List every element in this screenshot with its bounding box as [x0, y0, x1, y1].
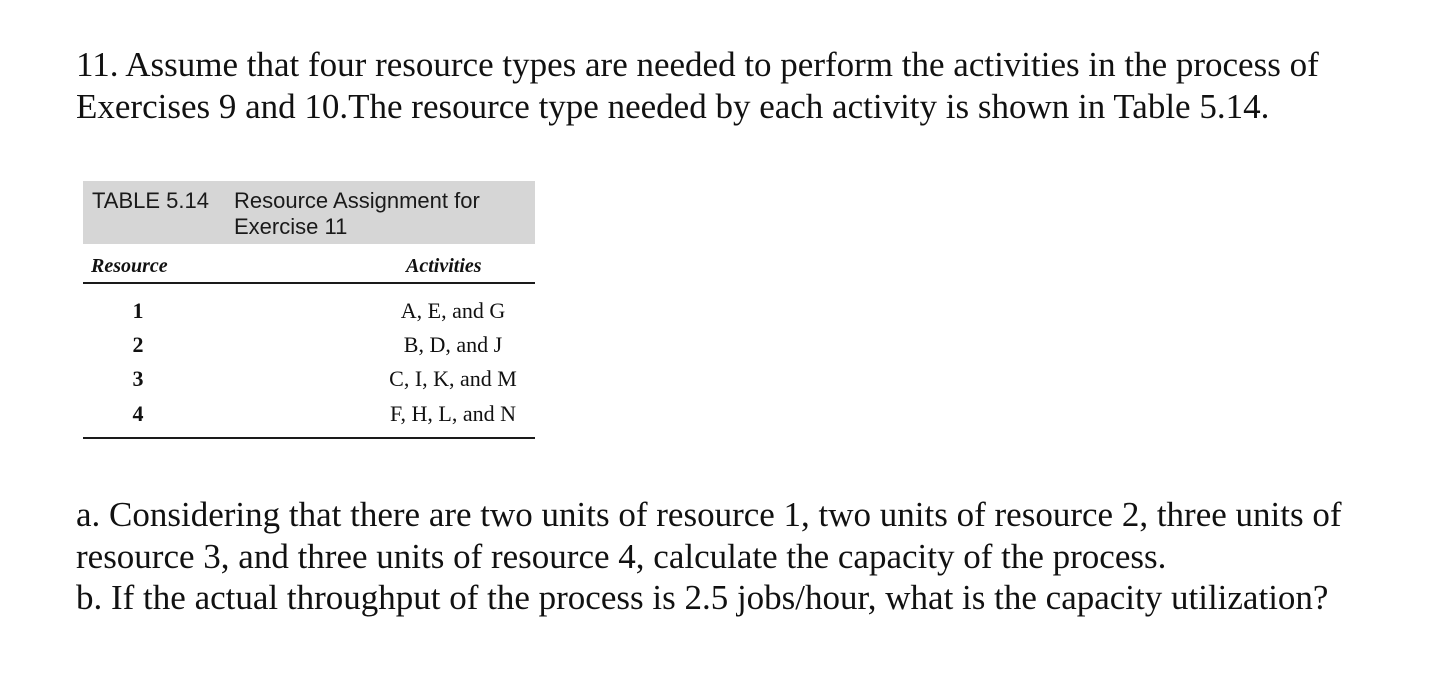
table-title: Resource Assignment for Exercise 11	[234, 188, 480, 239]
resource-activities: A, E, and G	[400, 298, 506, 323]
table-row	[83, 397, 535, 431]
table-label: TABLE 5.14	[92, 188, 209, 213]
resource-activities: F, H, L, and N	[390, 401, 516, 426]
questions	[76, 494, 1416, 619]
resource-number: 3	[132, 366, 144, 391]
resource-number: 2	[132, 332, 144, 357]
table-row	[83, 294, 535, 328]
column-header-activities: Activities	[406, 255, 482, 277]
question-b: b. If the actual throughput of the process is 2.5 jobs/hour, what is the capacity utilization?	[76, 578, 1329, 617]
table-row	[83, 328, 535, 362]
resource-number: 1	[132, 298, 144, 323]
resource-activities: C, I, K, and M	[389, 366, 517, 391]
table-header-rule	[83, 282, 535, 284]
resource-number: 4	[132, 401, 144, 426]
question-a: a. Considering that there are two units of resource 1, two units of resource 2, three units of resource 3, and three units of resource 4, calculate the capacity of the process.	[76, 495, 1342, 576]
column-header-resource: Resource	[91, 255, 168, 277]
table-caption	[83, 181, 535, 244]
table-bottom-rule	[83, 437, 535, 439]
exercise-intro: 11. Assume that four resource types are needed to perform the activities in the process of Exercises 9 and 10.The resource type needed by each activity is shown in Table 5.14.	[76, 45, 1319, 126]
table-row	[83, 362, 535, 396]
resource-activities: B, D, and J	[403, 332, 503, 357]
